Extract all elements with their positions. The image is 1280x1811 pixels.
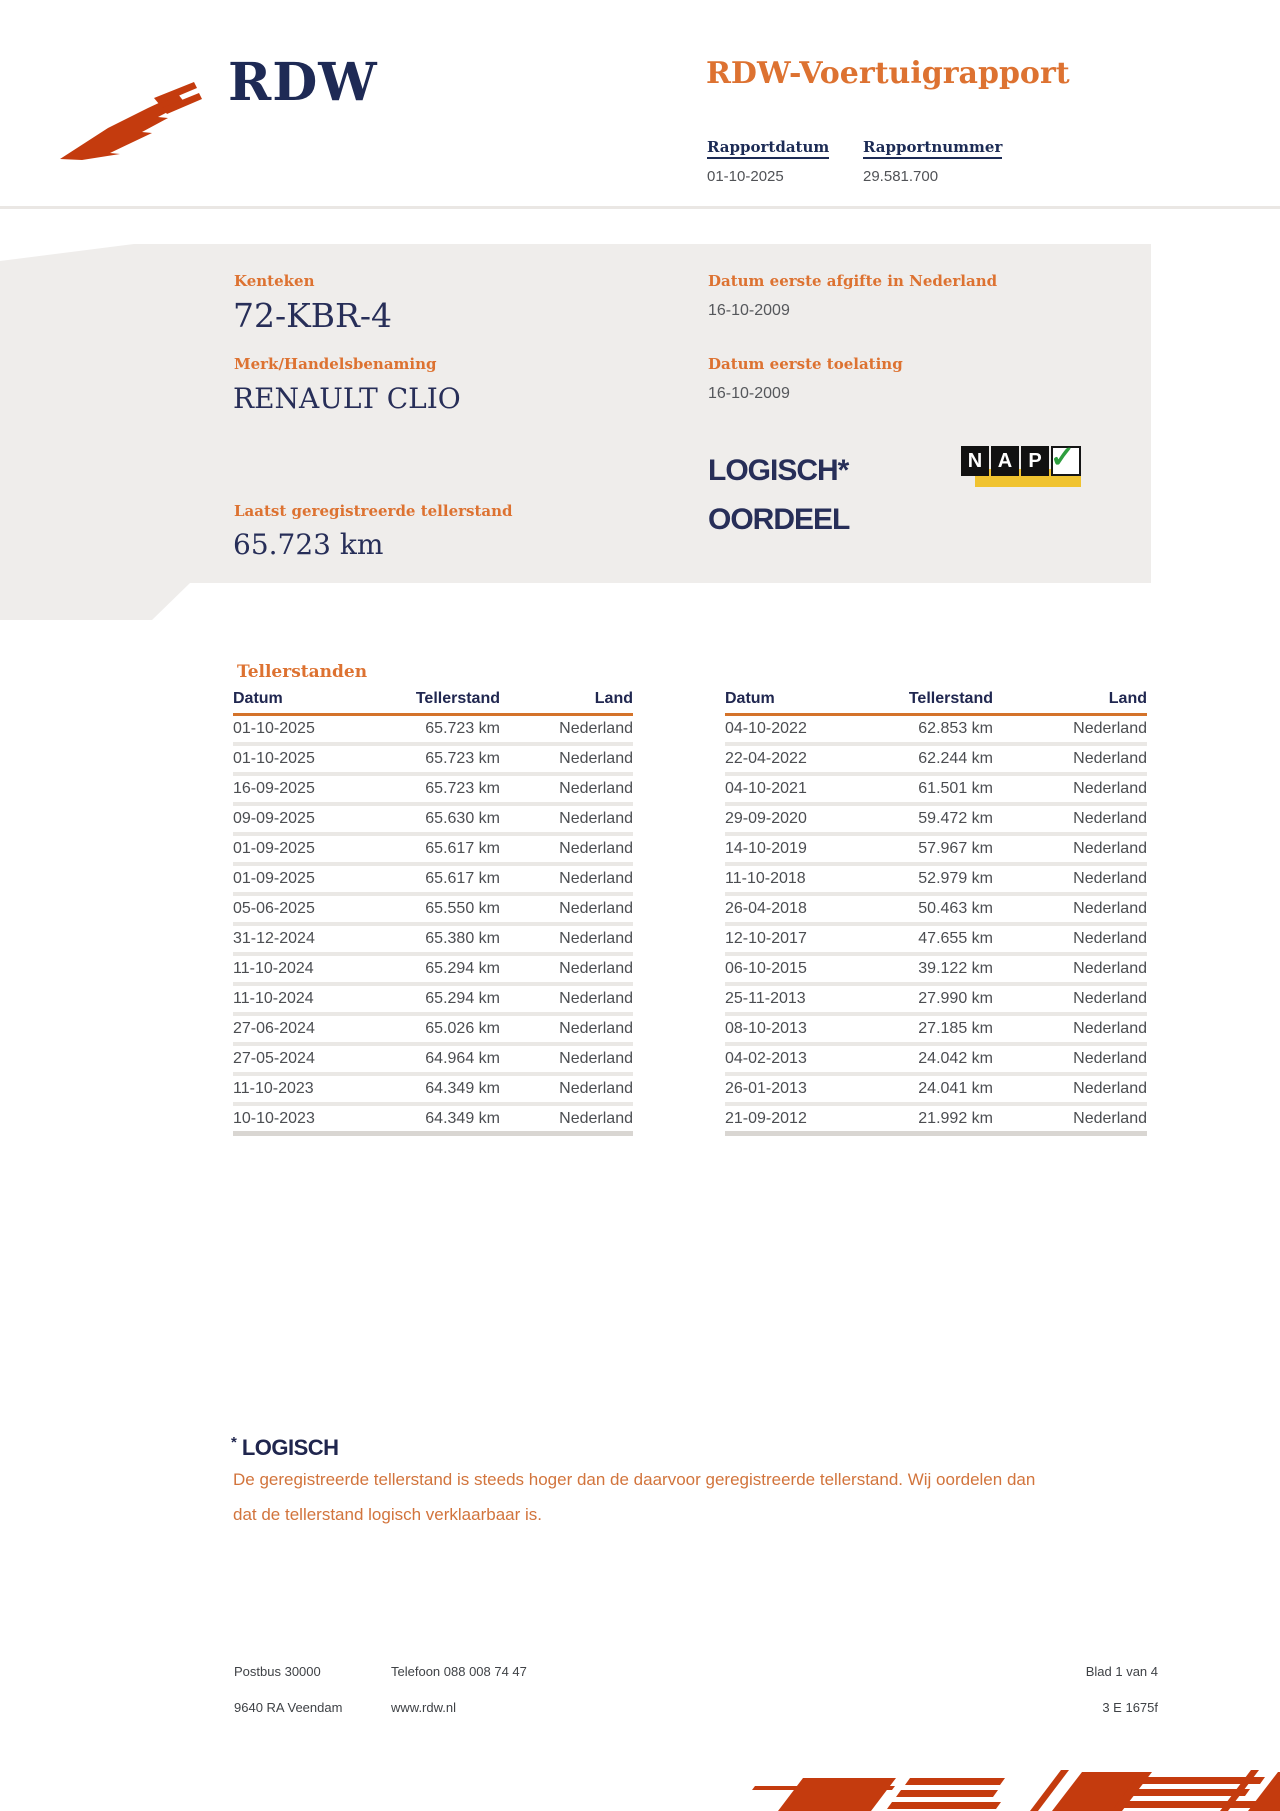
table-row — [233, 956, 633, 986]
table-row — [725, 836, 1147, 866]
table-row — [725, 1016, 1147, 1046]
cell-tellerstand: 64.964 km — [425, 1050, 500, 1067]
cell-datum: 21-09-2012 — [725, 1109, 807, 1127]
cell-land: Nederland — [559, 720, 633, 737]
footer-address-line2: 9640 RA Veendam — [234, 1700, 343, 1715]
table-header — [233, 690, 633, 716]
cell-datum: 11-10-2023 — [233, 1080, 314, 1097]
header-divider — [0, 206, 1280, 209]
cell-land: Nederland — [1073, 1020, 1147, 1037]
table-row — [725, 746, 1147, 776]
cell-tellerstand: 65.294 km — [425, 960, 500, 977]
cell-tellerstand: 65.723 km — [425, 780, 500, 797]
cell-land: Nederland — [559, 840, 633, 857]
cell-datum: 31-12-2024 — [233, 930, 315, 947]
kenteken-value: 72-KBR-4 — [233, 296, 393, 335]
tellerstand-label: Laatst geregistreerde tellerstand — [234, 502, 513, 520]
table-row — [725, 806, 1147, 836]
cell-land: Nederland — [559, 780, 633, 797]
table-row — [233, 866, 633, 896]
nap-checkmark-icon: ✓ — [1050, 441, 1076, 474]
cell-land: Nederland — [559, 870, 633, 887]
cell-datum: 09-09-2025 — [233, 810, 315, 827]
cell-tellerstand: 39.122 km — [918, 960, 993, 977]
table-row — [233, 1076, 633, 1106]
cell-tellerstand: 24.041 km — [918, 1080, 993, 1097]
nap-letter-n: N — [961, 446, 989, 476]
logisch-heading: * LOGISCH — [231, 1434, 339, 1460]
cell-tellerstand: 65.617 km — [425, 870, 500, 887]
cell-land: Nederland — [559, 1109, 633, 1127]
table-row — [725, 1076, 1147, 1106]
table-row — [725, 776, 1147, 806]
table-row — [233, 746, 633, 776]
table-row — [233, 776, 633, 806]
table-row — [725, 926, 1147, 956]
table-row — [233, 986, 633, 1016]
vehicle-summary-panel — [0, 244, 1151, 620]
cell-tellerstand: 50.463 km — [918, 900, 993, 917]
page-title: RDW-Voertuigrapport — [706, 56, 1070, 91]
cell-land: Nederland — [1073, 870, 1147, 887]
table-row — [725, 986, 1147, 1016]
cell-datum: 11-10-2024 — [233, 990, 314, 1007]
cell-datum: 16-09-2025 — [233, 780, 315, 797]
cell-land: Nederland — [1073, 900, 1147, 917]
cell-datum: 12-10-2017 — [725, 930, 807, 947]
asterisk: * — [231, 1434, 237, 1451]
table-row — [233, 836, 633, 866]
cell-land: Nederland — [559, 1050, 633, 1067]
cell-tellerstand: 61.501 km — [918, 780, 993, 797]
tellerstanden-title: Tellerstanden — [237, 662, 368, 682]
cell-tellerstand: 65.380 km — [425, 930, 500, 947]
cell-land: Nederland — [1073, 930, 1147, 947]
cell-tellerstand: 65.723 km — [425, 750, 500, 767]
cell-datum: 04-10-2022 — [725, 720, 807, 737]
footer-page-number: Blad 1 van 4 — [1085, 1664, 1158, 1679]
cell-datum: 01-10-2025 — [233, 750, 315, 767]
cell-tellerstand: 27.185 km — [918, 1020, 993, 1037]
cell-tellerstand: 65.294 km — [425, 990, 500, 1007]
cell-tellerstand: 24.042 km — [918, 1050, 993, 1067]
cell-datum: 27-06-2024 — [233, 1020, 315, 1037]
cell-datum: 11-10-2018 — [725, 870, 806, 887]
table-body — [725, 716, 1147, 1136]
table-row — [725, 716, 1147, 746]
table-row — [725, 1046, 1147, 1076]
table-row — [233, 716, 633, 746]
cell-tellerstand: 27.990 km — [918, 990, 993, 1007]
cell-tellerstand: 64.349 km — [425, 1109, 500, 1127]
cell-datum: 01-10-2025 — [233, 720, 315, 737]
nap-logo — [961, 441, 1085, 496]
oordeel-line1: LOGISCH* — [708, 454, 849, 487]
cell-datum: 11-10-2024 — [233, 960, 314, 977]
cell-land: Nederland — [559, 900, 633, 917]
report-date-label: Rapportdatum — [707, 138, 829, 159]
cell-datum: 06-10-2015 — [725, 960, 807, 977]
table-header — [725, 690, 1147, 716]
cell-datum: 26-04-2018 — [725, 900, 807, 917]
oordeel-line2: OORDEEL — [708, 503, 850, 536]
table-row — [233, 1046, 633, 1076]
logisch-explanation-line1: De geregistreerde tellerstand is steeds hoger dan de daarvoor geregistreerde tellerstand. Wij oordelen dan — [233, 1470, 1036, 1489]
cell-datum: 01-09-2025 — [233, 840, 315, 857]
footer-address-line1: Postbus 30000 — [234, 1664, 321, 1679]
cell-land: Nederland — [1073, 1050, 1147, 1067]
cell-tellerstand: 62.853 km — [918, 720, 993, 737]
cell-land: Nederland — [1073, 960, 1147, 977]
cell-tellerstand: 47.655 km — [918, 930, 993, 947]
cell-datum: 04-02-2013 — [725, 1050, 807, 1067]
cell-tellerstand: 65.723 km — [425, 720, 500, 737]
cell-datum: 25-11-2013 — [725, 990, 806, 1007]
cell-tellerstand: 57.967 km — [918, 840, 993, 857]
kenteken-label: Kenteken — [234, 272, 315, 290]
logisch-explanation-line2: dat de tellerstand logisch verklaarbaar is. — [233, 1505, 542, 1524]
table-row — [233, 1106, 633, 1136]
cell-tellerstand: 62.244 km — [918, 750, 993, 767]
table-row — [725, 866, 1147, 896]
cell-tellerstand: 65.026 km — [425, 1020, 500, 1037]
column-header-tellerstand: Tellerstand — [415, 690, 500, 707]
column-header-land: Land — [594, 690, 633, 707]
cell-land: Nederland — [1073, 780, 1147, 797]
cell-land: Nederland — [1073, 1080, 1147, 1097]
cell-tellerstand: 65.617 km — [425, 840, 500, 857]
cell-datum: 10-10-2023 — [233, 1109, 315, 1127]
cell-land: Nederland — [1073, 720, 1147, 737]
cell-land: Nederland — [559, 810, 633, 827]
column-header-tellerstand: Tellerstand — [908, 690, 993, 707]
rdw-logo-icon — [58, 76, 203, 161]
cell-tellerstand: 64.349 km — [425, 1080, 500, 1097]
cell-datum: 05-06-2025 — [233, 900, 315, 917]
footer-phone: Telefoon 088 008 74 47 — [391, 1664, 527, 1679]
cell-land: Nederland — [559, 1080, 633, 1097]
report-number-label: Rapportnummer — [863, 138, 1002, 159]
column-header-datum: Datum — [725, 690, 775, 707]
cell-land: Nederland — [559, 750, 633, 767]
cell-tellerstand: 65.550 km — [425, 900, 500, 917]
nap-letter-p: P — [1021, 446, 1049, 476]
cell-datum: 14-10-2019 — [725, 840, 807, 857]
cell-land: Nederland — [559, 960, 633, 977]
cell-tellerstand: 65.630 km — [425, 810, 500, 827]
cell-tellerstand: 52.979 km — [918, 870, 993, 887]
cell-datum: 01-09-2025 — [233, 870, 315, 887]
table-row — [233, 896, 633, 926]
cell-datum: 27-05-2024 — [233, 1050, 315, 1067]
cell-land: Nederland — [1073, 1109, 1147, 1127]
tellerstand-value: 65.723 km — [233, 528, 384, 561]
cell-datum: 08-10-2013 — [725, 1020, 807, 1037]
table-row — [233, 1016, 633, 1046]
cell-land: Nederland — [1073, 810, 1147, 827]
cell-land: Nederland — [559, 930, 633, 947]
cell-land: Nederland — [1073, 750, 1147, 767]
cell-datum: 04-10-2021 — [725, 780, 807, 797]
cell-land: Nederland — [559, 1020, 633, 1037]
rdw-stripes-art — [700, 1770, 1280, 1811]
table-row — [725, 896, 1147, 926]
afgifte-label: Datum eerste afgifte in Nederland — [708, 272, 998, 290]
afgifte-value: 16-10-2009 — [708, 302, 790, 319]
cell-datum: 29-09-2020 — [725, 810, 807, 827]
table-body — [233, 716, 633, 1136]
cell-tellerstand: 59.472 km — [918, 810, 993, 827]
oordeel-text — [708, 446, 849, 544]
merk-label: Merk/Handelsbenaming — [234, 355, 437, 373]
column-header-land: Land — [1108, 690, 1147, 707]
nap-letter-a: A — [991, 446, 1019, 476]
report-number-value: 29.581.700 — [863, 168, 939, 185]
footer-website: www.rdw.nl — [391, 1700, 457, 1715]
footer-form-code: 3 E 1675f — [1102, 1700, 1158, 1715]
cell-land: Nederland — [559, 990, 633, 1007]
merk-value: RENAULT CLIO — [233, 382, 461, 415]
cell-tellerstand: 21.992 km — [918, 1109, 993, 1127]
cell-land: Nederland — [1073, 990, 1147, 1007]
report-date-value: 01-10-2025 — [707, 168, 784, 185]
toelating-label: Datum eerste toelating — [708, 355, 903, 373]
column-header-datum: Datum — [233, 690, 283, 707]
table-row — [725, 956, 1147, 986]
table-row — [233, 806, 633, 836]
cell-datum: 22-04-2022 — [725, 750, 807, 767]
cell-datum: 26-01-2013 — [725, 1080, 807, 1097]
nap-checkbox — [1050, 441, 1081, 476]
rdw-wordmark: RDW — [228, 52, 378, 113]
cell-land: Nederland — [1073, 840, 1147, 857]
tellerstanden-table-right — [725, 690, 1147, 1136]
tellerstanden-table-left — [233, 690, 633, 1136]
table-row — [725, 1106, 1147, 1136]
table-row — [233, 926, 633, 956]
toelating-value: 16-10-2009 — [708, 385, 790, 402]
